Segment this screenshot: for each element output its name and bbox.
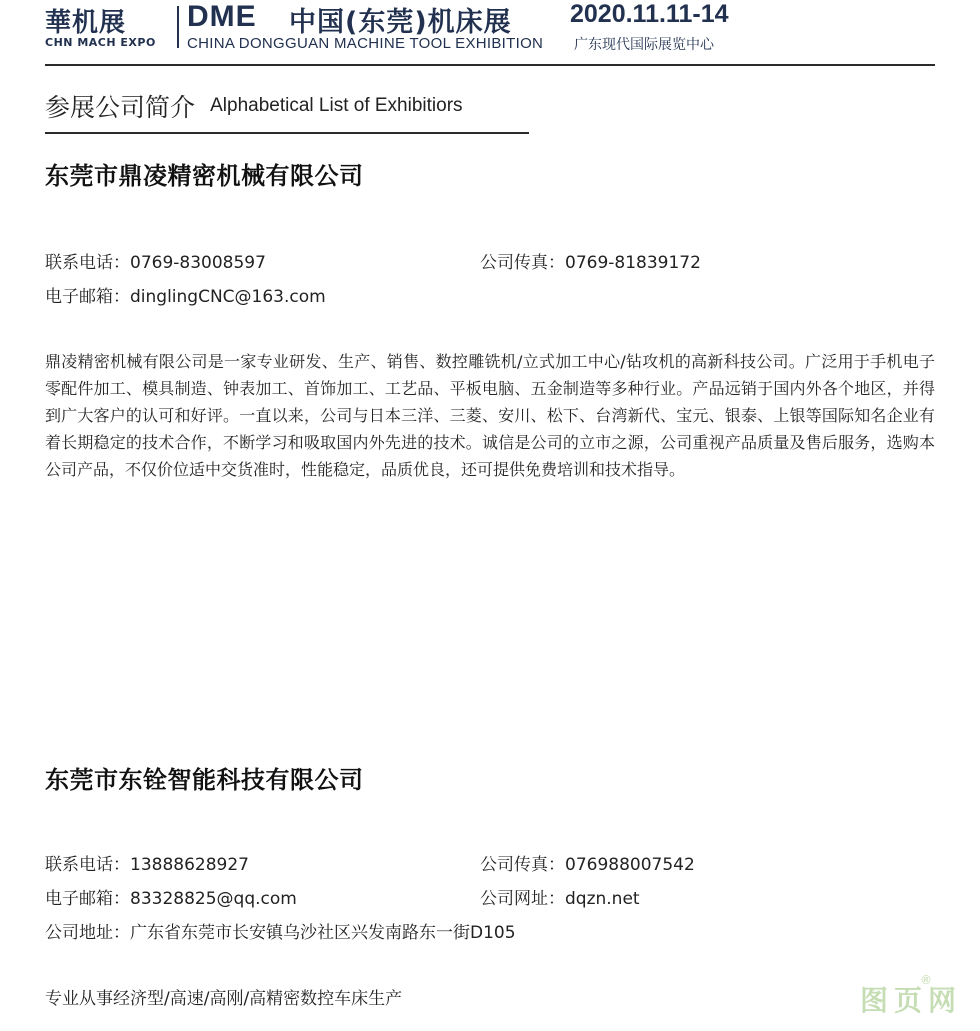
company-name: 东莞市东铨智能科技有限公司 (45, 766, 364, 794)
company-description: 专业从事经济型/高速/高刚/高精密数控车床生产 (45, 989, 403, 1009)
exhibition-title-cn: 中国(东莞)机床展 (289, 7, 512, 38)
company-email: 电子邮箱：dinglingCNC@163.com (45, 287, 326, 307)
company-description: 鼎凌精密机械有限公司是一家专业研发、生产、销售、数控雕铣机/立式加工中心/钻攻机的高新科技公司。广泛用于手机电子零配件加工、模具制造、钟表加工、首饰加工、工艺品、平板电脑、五金制造等多种行业。产品远销于国内外各个地区，并得到广大客户的认可和好评。一直以来，公司与日本三洋、三菱、安川、松下、台湾新代、宝元、银泰、上银等国际知名企业有着长期稳定的技术合作，不断学习和吸取国内外先进的技术。诚信是公司的立市之源，公司重视产品质量及售后服务，选购本公司产品，不仅价位适中交货准时，性能稳定，品质优良，还可提供免费培训和技术指导。 (45, 352, 935, 479)
company-fax: 公司传真：076988007542 (480, 855, 695, 875)
dme-logo: DME (187, 0, 257, 33)
company-address: 公司地址：广东省东莞市长安镇乌沙社区兴发南路东一街D105 (45, 923, 516, 943)
expo-logo-cn: 華机展 (45, 8, 127, 38)
company-website: 公司网址：dqzn.net (480, 889, 640, 909)
watermark-logo: 图页网 (859, 984, 962, 1017)
section-title-en: Alphabetical List of Exhibitiors (210, 95, 463, 116)
section-title-cn: 参展公司简介 (45, 93, 196, 122)
company-phone: 联系电话：0769-83008597 (45, 253, 266, 273)
exhibition-title-en: CHINA DONGGUAN MACHINE TOOL EXHIBITION (187, 35, 544, 52)
section-heading (45, 88, 529, 134)
company-email: 电子邮箱：83328825@qq.com (45, 889, 297, 909)
exhibition-header (45, 0, 935, 66)
company-fax: 公司传真：0769-81839172 (480, 253, 701, 273)
company-phone: 联系电话：13888628927 (45, 855, 249, 875)
exhibition-venue: 广东现代国际展览中心 (574, 37, 714, 53)
exhibition-date: 2020.11.11-14 (570, 0, 729, 28)
registered-mark: ® (920, 973, 932, 987)
company-entry (45, 760, 935, 1020)
company-name: 东莞市鼎凌精密机械有限公司 (45, 162, 364, 190)
logo-divider (177, 6, 179, 48)
company-entry (45, 156, 935, 516)
expo-logo-en: CHN MACH EXPO (45, 36, 156, 49)
